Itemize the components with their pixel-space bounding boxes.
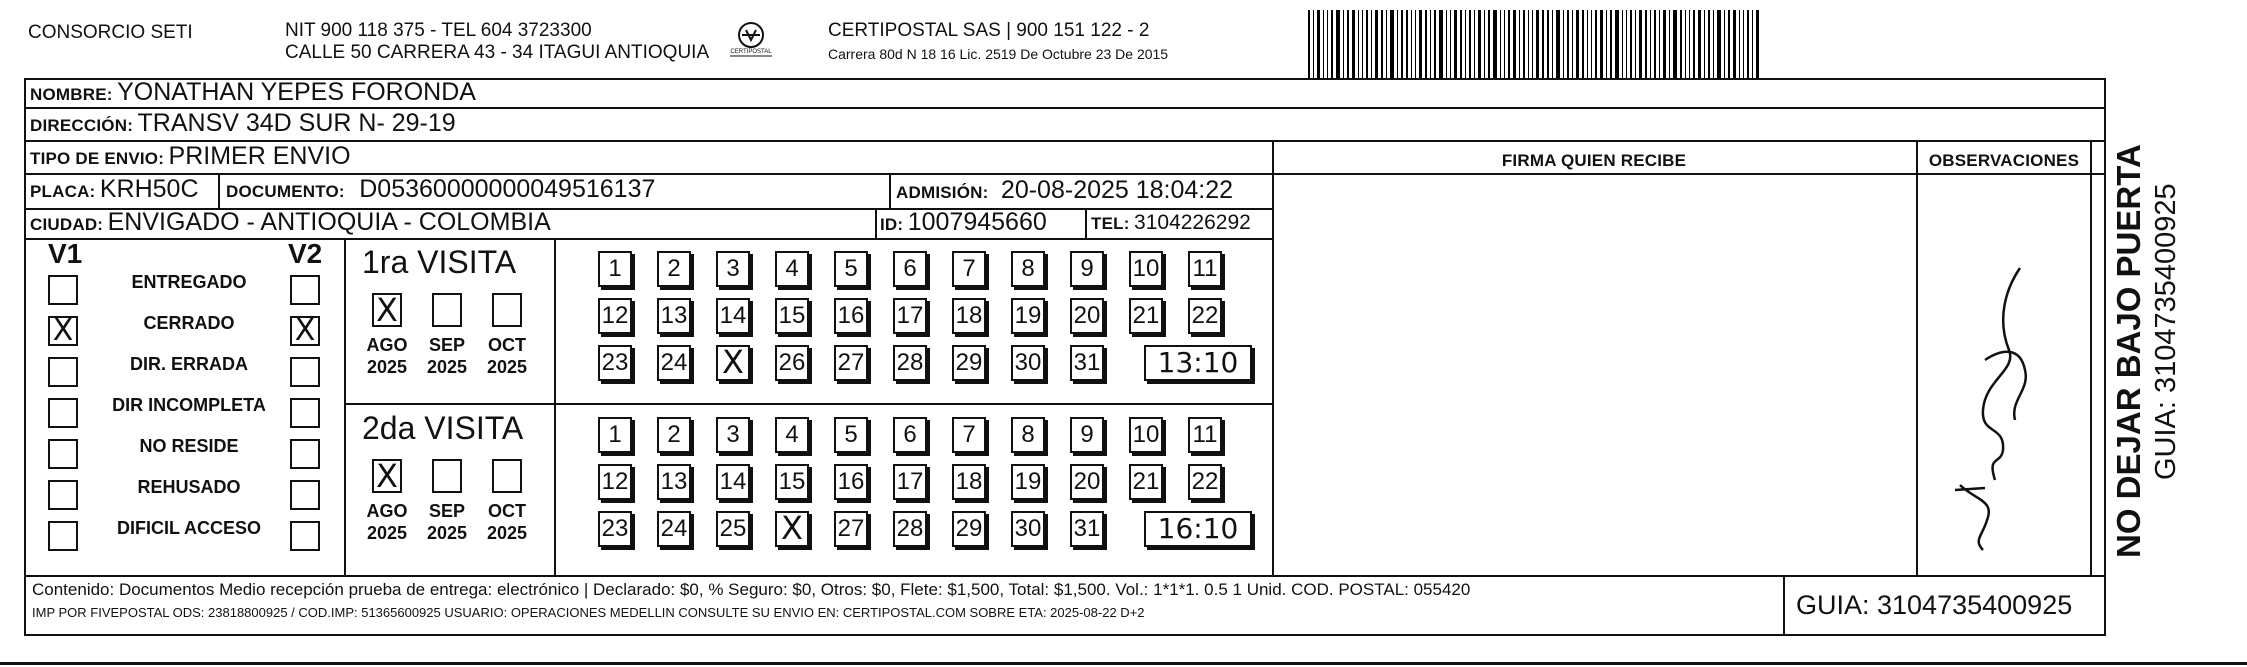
carrier-line: CERTIPOSTAL SAS | 900 151 122 - 2 bbox=[828, 20, 1150, 41]
day-box: 18 bbox=[952, 298, 986, 334]
barcode-bar bbox=[1704, 10, 1705, 78]
day-box bbox=[716, 345, 750, 381]
v2-checkbox bbox=[290, 439, 320, 469]
day-box: 16 bbox=[834, 464, 868, 500]
year-label: 2025 bbox=[486, 523, 528, 543]
direccion-label: DIRECCIÓN: bbox=[30, 116, 134, 135]
day-box: 31 bbox=[1070, 511, 1104, 547]
day-box: 12 bbox=[598, 464, 632, 500]
barcode-bar bbox=[1752, 10, 1753, 78]
barcode-bar bbox=[1358, 10, 1359, 78]
status-label: DIR INCOMPLETA bbox=[112, 395, 266, 415]
barcode-bar bbox=[1713, 10, 1714, 78]
visit2-title: 2da VISITA bbox=[362, 410, 524, 446]
id-row bbox=[880, 208, 1047, 237]
footer-guia: GUIA: 3104735400925 bbox=[1796, 590, 2073, 620]
barcode-bar bbox=[1336, 10, 1340, 78]
barcode-bar bbox=[1411, 10, 1412, 78]
barcode-bar bbox=[1504, 10, 1505, 78]
tipo-row bbox=[30, 142, 351, 171]
nombre-row bbox=[30, 78, 476, 107]
barcode-bar bbox=[1669, 10, 1670, 78]
barcode-bar bbox=[1331, 10, 1333, 78]
month-checkbox: X bbox=[372, 293, 402, 327]
ciudad-value: ENVIGADO - ANTIOQUIA - COLOMBIA bbox=[107, 208, 551, 236]
barcode-bar bbox=[1689, 10, 1690, 78]
day-box: 25 bbox=[716, 511, 750, 547]
barcode-bar bbox=[1439, 10, 1443, 78]
documento-value: D05360000000049516137 bbox=[359, 175, 656, 203]
status-label: ENTREGADO bbox=[131, 272, 247, 292]
day-box: 12 bbox=[598, 298, 632, 334]
day-box: 2 bbox=[657, 417, 691, 453]
day-box: 11 bbox=[1188, 417, 1222, 453]
documento-row bbox=[226, 175, 655, 204]
barcode-bar bbox=[1659, 10, 1660, 78]
day-box: 9 bbox=[1070, 417, 1104, 453]
barcode-bar bbox=[1724, 10, 1725, 78]
barcode-bar bbox=[1680, 10, 1682, 78]
year-label: 2025 bbox=[366, 523, 408, 543]
barcode-bar bbox=[1381, 10, 1383, 78]
barcode-bar bbox=[1698, 10, 1701, 78]
barcode-bar bbox=[1513, 10, 1516, 78]
day-box: 4 bbox=[775, 251, 809, 287]
day-box: 3 bbox=[716, 417, 750, 453]
day-box: 10 bbox=[1129, 417, 1163, 453]
year-label: 2025 bbox=[486, 357, 528, 377]
v2-label: V2 bbox=[288, 238, 323, 269]
id-value: 1007945660 bbox=[907, 208, 1047, 236]
barcode-bar bbox=[1317, 10, 1320, 78]
barcode-bar bbox=[1635, 10, 1636, 78]
day-box: 15 bbox=[775, 298, 809, 334]
day-box: 2 bbox=[657, 251, 691, 287]
barcode bbox=[1308, 10, 1848, 78]
status-label: NO RESIDE bbox=[139, 436, 239, 456]
day-box: 6 bbox=[893, 417, 927, 453]
day-box: 13 bbox=[657, 298, 691, 334]
direccion-row bbox=[30, 109, 456, 138]
barcode-bar bbox=[1397, 10, 1398, 78]
month-label: AGO bbox=[366, 501, 408, 521]
barcode-bar bbox=[1401, 10, 1403, 78]
day-box: 9 bbox=[1070, 251, 1104, 287]
year-label: 2025 bbox=[426, 523, 468, 543]
day-box: 6 bbox=[893, 251, 927, 287]
tipo-value: PRIMER ENVIO bbox=[168, 142, 351, 170]
admision-row bbox=[896, 176, 1233, 205]
barcode-bar bbox=[1469, 10, 1471, 78]
v2-checkbox: X bbox=[290, 316, 320, 346]
barcode-bar bbox=[1606, 10, 1607, 78]
barcode-bar bbox=[1547, 10, 1549, 78]
day-box: 27 bbox=[834, 345, 868, 381]
barcode-bar bbox=[1567, 10, 1569, 78]
barcode-bar bbox=[1582, 10, 1584, 78]
side-guia: GUIA: 3104735400925 bbox=[2150, 183, 2182, 480]
day-box: 13 bbox=[657, 464, 691, 500]
barcode-bar bbox=[1434, 10, 1436, 78]
v1-checkbox bbox=[48, 480, 78, 510]
year-label: 2025 bbox=[366, 357, 408, 377]
barcode-bar bbox=[1327, 10, 1328, 78]
barcode-bar bbox=[1587, 10, 1588, 78]
barcode-bar bbox=[1615, 10, 1619, 78]
day-box: 31 bbox=[1070, 345, 1104, 381]
barcode-bar bbox=[1563, 10, 1564, 78]
day-box: 15 bbox=[775, 464, 809, 500]
barcode-bar bbox=[1523, 10, 1525, 78]
month-label: SEP bbox=[428, 501, 466, 521]
barcode-bar bbox=[1663, 10, 1666, 78]
day-box: 23 bbox=[598, 511, 632, 547]
barcode-bar bbox=[1386, 10, 1387, 78]
v2-checkbox bbox=[290, 275, 320, 305]
day-mark: X bbox=[722, 343, 744, 381]
day-box: 8 bbox=[1011, 417, 1045, 453]
placa-value: KRH50C bbox=[99, 175, 199, 203]
v2-checkbox bbox=[290, 480, 320, 510]
barcode-bar bbox=[1375, 10, 1378, 78]
barcode-bar bbox=[1406, 10, 1408, 78]
nombre-value: YONATHAN YEPES FORONDA bbox=[117, 78, 476, 106]
day-box: 23 bbox=[598, 345, 632, 381]
barcode-bar bbox=[1756, 10, 1759, 78]
tel-value: 3104226292 bbox=[1134, 211, 1251, 234]
day-box: 30 bbox=[1011, 511, 1045, 547]
day-box: 1 bbox=[598, 251, 632, 287]
month-label: AGO bbox=[366, 335, 408, 355]
barcode-bar bbox=[1347, 10, 1349, 78]
barcode-bar bbox=[1743, 10, 1744, 78]
v2-checkbox bbox=[290, 398, 320, 428]
ciudad-row bbox=[30, 208, 551, 237]
barcode-bar bbox=[1313, 10, 1314, 78]
barcode-bar bbox=[1708, 10, 1710, 78]
nombre-label: NOMBRE: bbox=[30, 85, 113, 104]
barcode-bar bbox=[1415, 10, 1416, 78]
barcode-bar bbox=[1493, 10, 1497, 78]
barcode-bar bbox=[1595, 10, 1597, 78]
certipostal-logo bbox=[728, 20, 774, 62]
barcode-bar bbox=[1536, 10, 1539, 78]
month-checkbox bbox=[492, 459, 522, 493]
v2-checkbox bbox=[290, 357, 320, 387]
barcode-bar bbox=[1390, 10, 1394, 78]
documento-label: DOCUMENTO: bbox=[226, 182, 345, 201]
v1-label: V1 bbox=[48, 238, 83, 269]
barcode-bar bbox=[1425, 10, 1427, 78]
barcode-bar bbox=[1460, 10, 1462, 78]
day-box: 26 bbox=[775, 345, 809, 381]
barcode-bar bbox=[1362, 10, 1363, 78]
day-box: 28 bbox=[893, 345, 927, 381]
barcode-bar bbox=[1556, 10, 1560, 78]
tel-row bbox=[1091, 211, 1251, 235]
barcode-bar bbox=[1747, 10, 1749, 78]
day-box: 28 bbox=[893, 511, 927, 547]
barcode-bar bbox=[1474, 10, 1475, 78]
day-box: 1 bbox=[598, 417, 632, 453]
day-box: 29 bbox=[952, 345, 986, 381]
tel-label: TEL: bbox=[1091, 214, 1130, 233]
barcode-bar bbox=[1717, 10, 1721, 78]
admision-value: 20-08-2025 18:04:22 bbox=[1000, 176, 1234, 204]
barcode-bar bbox=[1576, 10, 1579, 78]
barcode-bar bbox=[1519, 10, 1520, 78]
bottom-rule bbox=[0, 662, 2247, 665]
barcode-bar bbox=[1645, 10, 1647, 78]
day-box: 19 bbox=[1011, 298, 1045, 334]
barcode-bar bbox=[1591, 10, 1592, 78]
day-box: 4 bbox=[775, 417, 809, 453]
placa-label: PLACA: bbox=[30, 182, 96, 201]
address-line: CALLE 50 CARRERA 43 - 34 ITAGUI ANTIOQUIA bbox=[285, 42, 710, 63]
status-label: CERRADO bbox=[143, 313, 235, 333]
logo-text: CERTIPOSTAL bbox=[730, 49, 772, 55]
recipient-signature bbox=[1925, 250, 2075, 560]
barcode-bar bbox=[1308, 10, 1310, 78]
barcode-bar bbox=[1454, 10, 1457, 78]
barcode-bar bbox=[1693, 10, 1695, 78]
direccion-value: TRANSV 34D SUR N- 29-19 bbox=[137, 109, 456, 137]
day-box: 24 bbox=[657, 345, 691, 381]
month-label: SEP bbox=[428, 335, 466, 355]
day-box: 21 bbox=[1129, 464, 1163, 500]
v1-checkbox bbox=[48, 521, 78, 551]
company-name: CONSORCIO SETI bbox=[28, 22, 193, 43]
v1-checkbox bbox=[48, 275, 78, 305]
status-label: DIFICIL ACCESO bbox=[116, 518, 261, 538]
barcode-bar bbox=[1484, 10, 1485, 78]
barcode-bar bbox=[1343, 10, 1344, 78]
imp-text: IMP POR FIVEPOSTAL ODS: 23818800925 / COD.IMP: 51365600925 USUARIO: OPERACIONES MEDELLIN CONSULTE SU ENVIO EN: CERTIPOSTAL.COM SOBRE ETA: 2025-08-22 D+2 bbox=[32, 605, 1145, 620]
visit1-title: 1ra VISITA bbox=[362, 244, 517, 280]
day-box: 17 bbox=[893, 464, 927, 500]
barcode-bar bbox=[1500, 10, 1501, 78]
day-box: 17 bbox=[893, 298, 927, 334]
barcode-bar bbox=[1654, 10, 1656, 78]
month-label: OCT bbox=[488, 501, 526, 521]
day-box: 27 bbox=[834, 511, 868, 547]
day-box: 7 bbox=[952, 417, 986, 453]
status-label: REHUSADO bbox=[137, 477, 241, 497]
day-box: 14 bbox=[716, 464, 750, 500]
side-warning: NO DEJAR BAJO PUERTA bbox=[2110, 144, 2147, 558]
tipo-label: TIPO DE ENVIO: bbox=[30, 149, 165, 168]
day-box: 3 bbox=[716, 251, 750, 287]
barcode-bar bbox=[1366, 10, 1368, 78]
barcode-bar bbox=[1323, 10, 1324, 78]
contenido-text: Contenido: Documentos Medio recepción prueba de entrega: electrónico | Declarado: $0, % Seguro: $0, Otros: $0, Flete: $1,500, Total: $1,500. Vol.: 1*1*1. 0.5 1 Unid. COD. POSTAL: 055420 bbox=[32, 580, 1471, 599]
placa-row bbox=[30, 175, 199, 204]
status-label: DIR. ERRADA bbox=[129, 354, 248, 374]
v1-checkbox: X bbox=[48, 316, 78, 346]
day-box: 22 bbox=[1188, 298, 1222, 334]
firma-label: FIRMA QUIEN RECIBE bbox=[1501, 151, 1687, 170]
barcode-bar bbox=[1626, 10, 1627, 78]
barcode-bar bbox=[1465, 10, 1466, 78]
v1-checkbox bbox=[48, 357, 78, 387]
license-line: Carrera 80d N 18 16 Lic. 2519 De Octubre 23 De 2015 bbox=[828, 46, 1169, 62]
id-label: ID: bbox=[880, 215, 904, 234]
barcode-bar bbox=[1733, 10, 1736, 78]
barcode-bar bbox=[1552, 10, 1553, 78]
year-label: 2025 bbox=[426, 357, 468, 377]
month-checkbox: X bbox=[372, 459, 402, 493]
time-box: 13:10 bbox=[1144, 345, 1252, 381]
month-label: OCT bbox=[488, 335, 526, 355]
day-box: 14 bbox=[716, 298, 750, 334]
barcode-bar bbox=[1622, 10, 1623, 78]
barcode-bar bbox=[1685, 10, 1686, 78]
barcode-bar bbox=[1430, 10, 1431, 78]
barcode-bar bbox=[1630, 10, 1632, 78]
barcode-bar bbox=[1478, 10, 1481, 78]
day-box bbox=[775, 511, 809, 547]
v2-checkbox bbox=[290, 521, 320, 551]
observaciones-label: OBSERVACIONES bbox=[1928, 151, 2080, 170]
month-checkbox bbox=[492, 293, 522, 327]
barcode-bar bbox=[1446, 10, 1447, 78]
day-box: 18 bbox=[952, 464, 986, 500]
barcode-bar bbox=[1488, 10, 1490, 78]
day-box: 16 bbox=[834, 298, 868, 334]
day-box: 8 bbox=[1011, 251, 1045, 287]
day-box: 22 bbox=[1188, 464, 1222, 500]
barcode-bar bbox=[1532, 10, 1533, 78]
barcode-bar bbox=[1542, 10, 1544, 78]
barcode-bar bbox=[1639, 10, 1642, 78]
barcode-bar bbox=[1450, 10, 1451, 78]
day-box: 10 bbox=[1129, 251, 1163, 287]
day-box: 24 bbox=[657, 511, 691, 547]
barcode-bar bbox=[1419, 10, 1422, 78]
barcode-bar bbox=[1508, 10, 1510, 78]
day-box: 20 bbox=[1070, 464, 1104, 500]
day-box: 5 bbox=[834, 251, 868, 287]
day-box: 7 bbox=[952, 251, 986, 287]
barcode-bar bbox=[1673, 10, 1677, 78]
barcode-bar bbox=[1371, 10, 1372, 78]
month-checkbox bbox=[432, 293, 462, 327]
day-box: 20 bbox=[1070, 298, 1104, 334]
day-box: 11 bbox=[1188, 251, 1222, 287]
barcode-bar bbox=[1610, 10, 1612, 78]
ciudad-label: CIUDAD: bbox=[30, 215, 104, 234]
day-box: 5 bbox=[834, 417, 868, 453]
barcode-bar bbox=[1728, 10, 1730, 78]
day-box: 29 bbox=[952, 511, 986, 547]
barcode-bar bbox=[1600, 10, 1603, 78]
barcode-bar bbox=[1528, 10, 1529, 78]
time-box: 16:10 bbox=[1144, 511, 1252, 547]
v1-checkbox bbox=[48, 439, 78, 469]
barcode-bar bbox=[1650, 10, 1651, 78]
barcode-bar bbox=[1739, 10, 1740, 78]
nit-line: NIT 900 118 375 - TEL 604 3723300 bbox=[285, 20, 592, 41]
v1-checkbox bbox=[48, 398, 78, 428]
day-box: 19 bbox=[1011, 464, 1045, 500]
day-mark: X bbox=[781, 509, 803, 547]
day-box: 21 bbox=[1129, 298, 1163, 334]
month-checkbox bbox=[432, 459, 462, 493]
barcode-bar bbox=[1352, 10, 1355, 78]
admision-label: ADMISIÓN: bbox=[896, 183, 989, 202]
day-box: 30 bbox=[1011, 345, 1045, 381]
barcode-bar bbox=[1572, 10, 1573, 78]
